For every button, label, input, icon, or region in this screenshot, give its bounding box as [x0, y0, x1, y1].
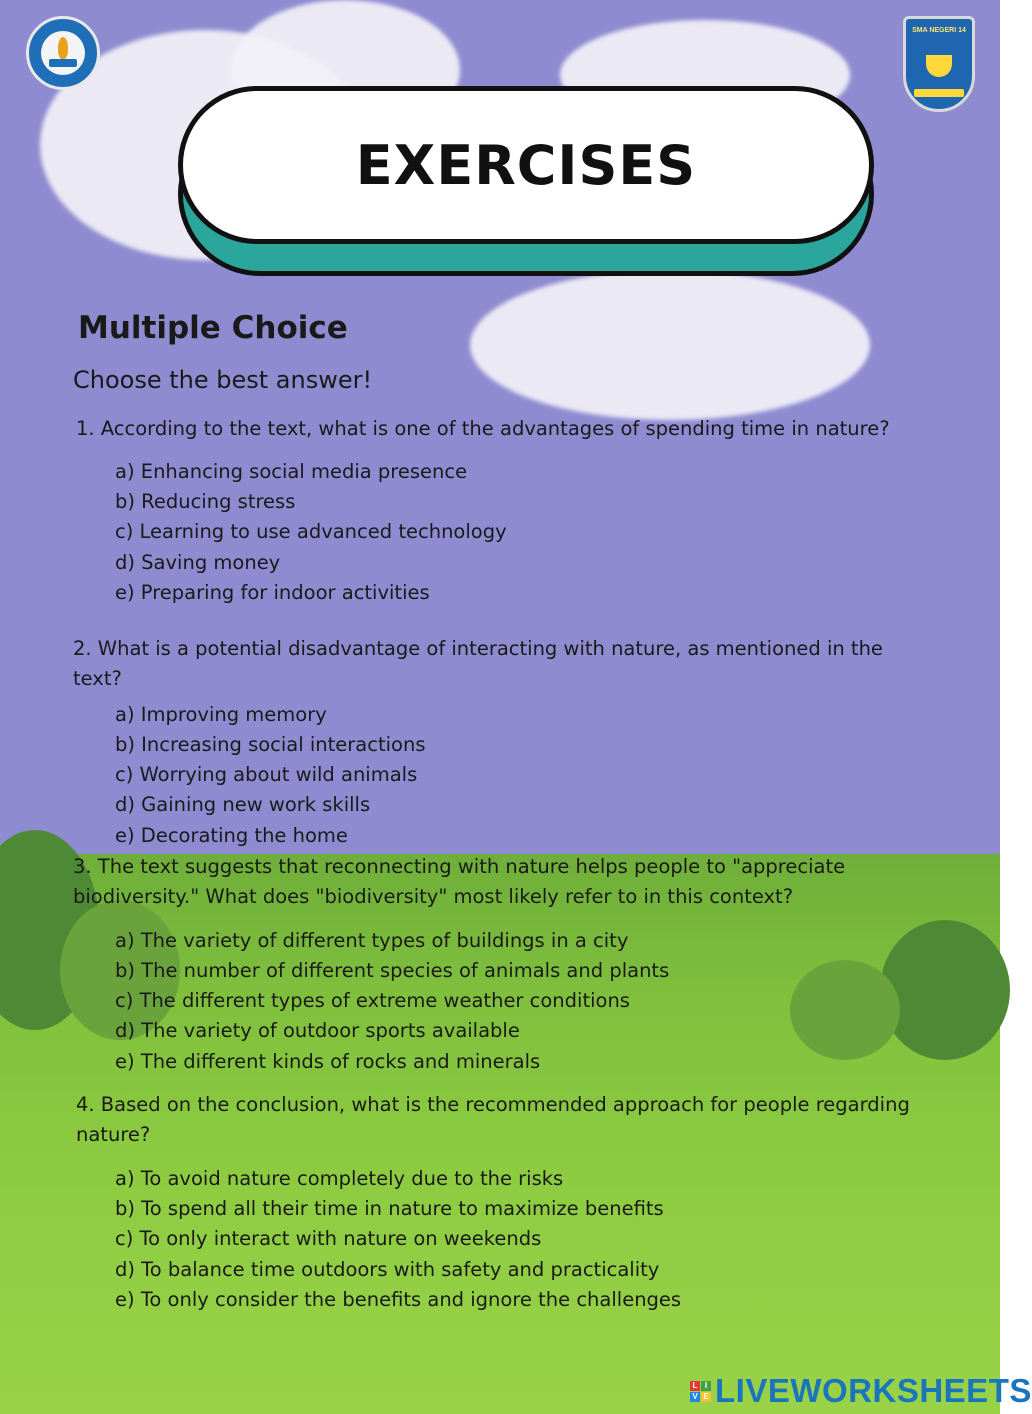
tree-decoration	[790, 960, 900, 1060]
brand-mark-letter: V	[690, 1392, 700, 1402]
tut-wuri-handayani-logo	[26, 16, 100, 90]
title-pill	[178, 86, 874, 244]
question-1-option-d[interactable]: d) Saving money	[115, 551, 281, 574]
book-icon	[49, 59, 77, 67]
liveworksheets-logo-icon	[690, 1381, 711, 1402]
question-2-option-a[interactable]: a) Improving memory	[115, 703, 327, 726]
question-4-option-a[interactable]: a) To avoid nature completely due to the risks	[115, 1167, 564, 1190]
flame-icon	[58, 37, 68, 59]
question-3-option-a[interactable]: a) The variety of different types of buildings in a city	[115, 929, 629, 952]
question-3-text: 3. The text suggests that reconnecting with nature helps people to "appreciate biodiversity." What does "biodiversity" most likely refer to in this context?	[73, 855, 846, 908]
question-1-option-c[interactable]: c) Learning to use advanced technology	[115, 520, 507, 543]
question-2-option-c[interactable]: c) Worrying about wild animals	[115, 763, 418, 786]
question-3-option-e[interactable]: e) The different kinds of rocks and minerals	[115, 1050, 541, 1073]
question-4-option-e[interactable]: e) To only consider the benefits and ignore the challenges	[115, 1288, 682, 1311]
question-2-option-b[interactable]: b) Increasing social interactions	[115, 733, 426, 756]
question-2-option-e[interactable]: e) Decorating the home	[115, 824, 348, 847]
brand-name: LIVEWORKSHEETS	[715, 1372, 1032, 1409]
brand-mark-letter: L	[690, 1381, 700, 1391]
brand-mark-letter: E	[701, 1392, 711, 1402]
question-4-option-c[interactable]: c) To only interact with nature on weekends	[115, 1227, 542, 1250]
tree-decoration	[880, 920, 1010, 1060]
section-heading: Multiple Choice	[78, 310, 348, 346]
question-1-option-a[interactable]: a) Enhancing social media presence	[115, 460, 468, 483]
question-3-option-d[interactable]: d) The variety of outdoor sports available	[115, 1019, 520, 1042]
question-4-option-b[interactable]: b) To spend all their time in nature to maximize benefits	[115, 1197, 664, 1220]
crest-school-name: SMA NEGERI 14	[912, 27, 966, 34]
question-3-option-c[interactable]: c) The different types of extreme weather conditions	[115, 989, 630, 1012]
question-1-option-e[interactable]: e) Preparing for indoor activities	[115, 581, 430, 604]
question-4-option-d[interactable]: d) To balance time outdoors with safety and practicality	[115, 1258, 660, 1281]
question-2-option-d[interactable]: d) Gaining new work skills	[115, 793, 371, 816]
page-title: EXERCISES	[355, 133, 697, 197]
brand-mark-letter: I	[701, 1381, 711, 1391]
crest-banner	[914, 89, 964, 97]
school-crest-logo	[903, 16, 975, 112]
liveworksheets-brand	[690, 1372, 1032, 1410]
question-3-option-b[interactable]: b) The number of different species of animals and plants	[115, 959, 670, 982]
ship-icon	[926, 55, 952, 77]
question-1-text: 1. According to the text, what is one of the advantages of spending time in nature?	[76, 417, 890, 440]
question-1-option-b[interactable]: b) Reducing stress	[115, 490, 296, 513]
question-4-text: 4. Based on the conclusion, what is the recommended approach for people regarding nature?	[76, 1093, 910, 1146]
question-2-text: 2. What is a potential disadvantage of interacting with nature, as mentioned in the text?	[73, 637, 883, 690]
cloud-decoration	[470, 270, 870, 420]
instruction-text: Choose the best answer!	[73, 366, 373, 394]
